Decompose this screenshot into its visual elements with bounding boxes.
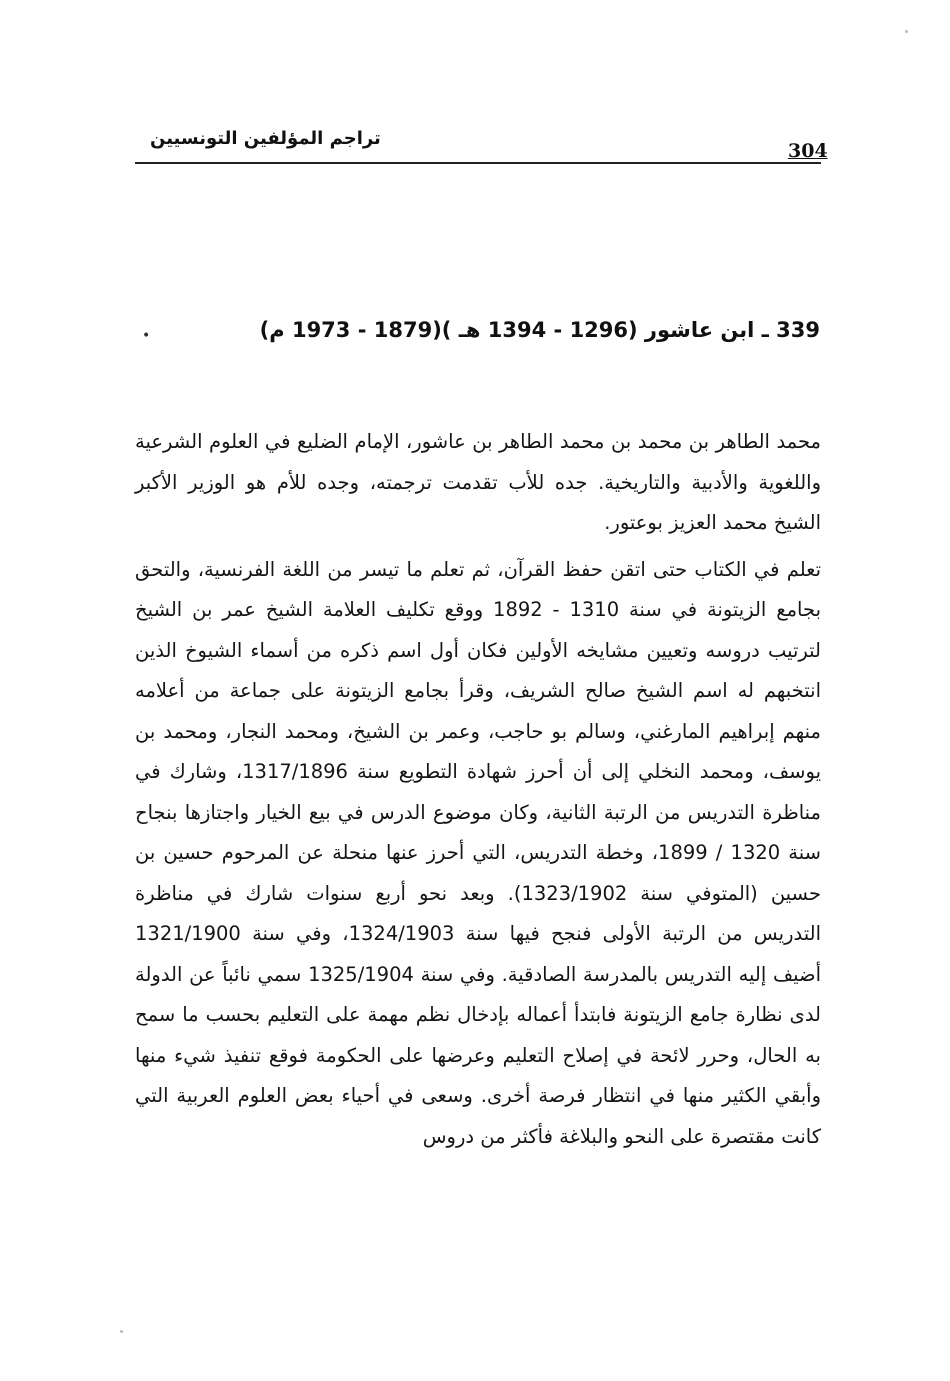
header-rule: [135, 162, 821, 164]
paragraph-1: محمد الطاهر بن محمد بن محمد الطاهر بن عاشور، الإمام الضليع في العلوم الشرعية واللغوية والأدبية والتاريخية. جده للأب تقدمت ترجمته، وجده للأم هو الوزير الأكبر الشيخ محمد العزيز بوعتور.: [135, 430, 821, 534]
entry-body: [135, 422, 821, 1157]
paragraph-2: تعلم في الكتاب حتى اتقن حفظ القرآن، ثم تعلم ما تيسر من اللغة الفرنسية، والتحق بجامع الزيتونة في سنة 1310 - 1892 ووقع تكليف العلامة الشيخ عمر بن الشيخ لترتيب دروسه وتعيين مشايخه الأولين فكان أول اسم ذكره من أسماء الشيوخ الذين انتخبهم له اسم الشيخ صالح الشريف، وقرأ بجامع الزيتونة على جماعة من أعلامه منهم إبراهيم المارغني، وسالم بو حاجب، وعمر بن الشيخ، ومحمد النجار، ومحمد بن يوسف، ومحمد النخلي إلى أن أحرز شهادة التطويع سنة 1317/1896، وشارك في مناظرة التدريس من الرتبة الثانية، وكان موضوع الدرس في بيع الخيار واجتازها بنجاح سنة 1320 / 1899، وخطة التدريس، التي أحرز عنها منحلة عن المرحوم حسين بن حسين (المتوفي سنة 1323/1902). وبعد نحو أربع سنوات شارك في مناظرة التدريس من الرتبة الأولى فنجح فيها سنة 1324/1903، وفي سنة 1321/1900 أضيف إليه التدريس بالمدرسة الصادقية. وفي سنة 1325/1904 سمي نائباً عن الدولة لدى نظارة جامع الزيتونة فابتدأ أعماله بإدخال نظم مهمة على التعليم بحسب ما سمح به الحال، وحرر لائحة في إصلاح التعليم وعرضها على الحكومة فوقع تنفيذ شيء منها وأبقي الكثير منها في انتظار فرصة أخرى. وسعى في أحياء بعض العلوم العربية التي كانت مقتصرة على النحو والبلاغة فأكثر من دروس: [135, 557, 822, 1148]
scan-speck: [905, 30, 908, 33]
stray-mark: •: [142, 328, 151, 344]
running-title: تراجم المؤلفين التونسيين: [150, 128, 381, 149]
page-number: 304: [788, 140, 828, 162]
entry-heading: 339 ـ ابن عاشور (1296 - 1394 هـ )(1879 - 1973 م): [259, 318, 820, 342]
page-header: [135, 128, 828, 164]
scan-speck: [120, 1330, 123, 1333]
